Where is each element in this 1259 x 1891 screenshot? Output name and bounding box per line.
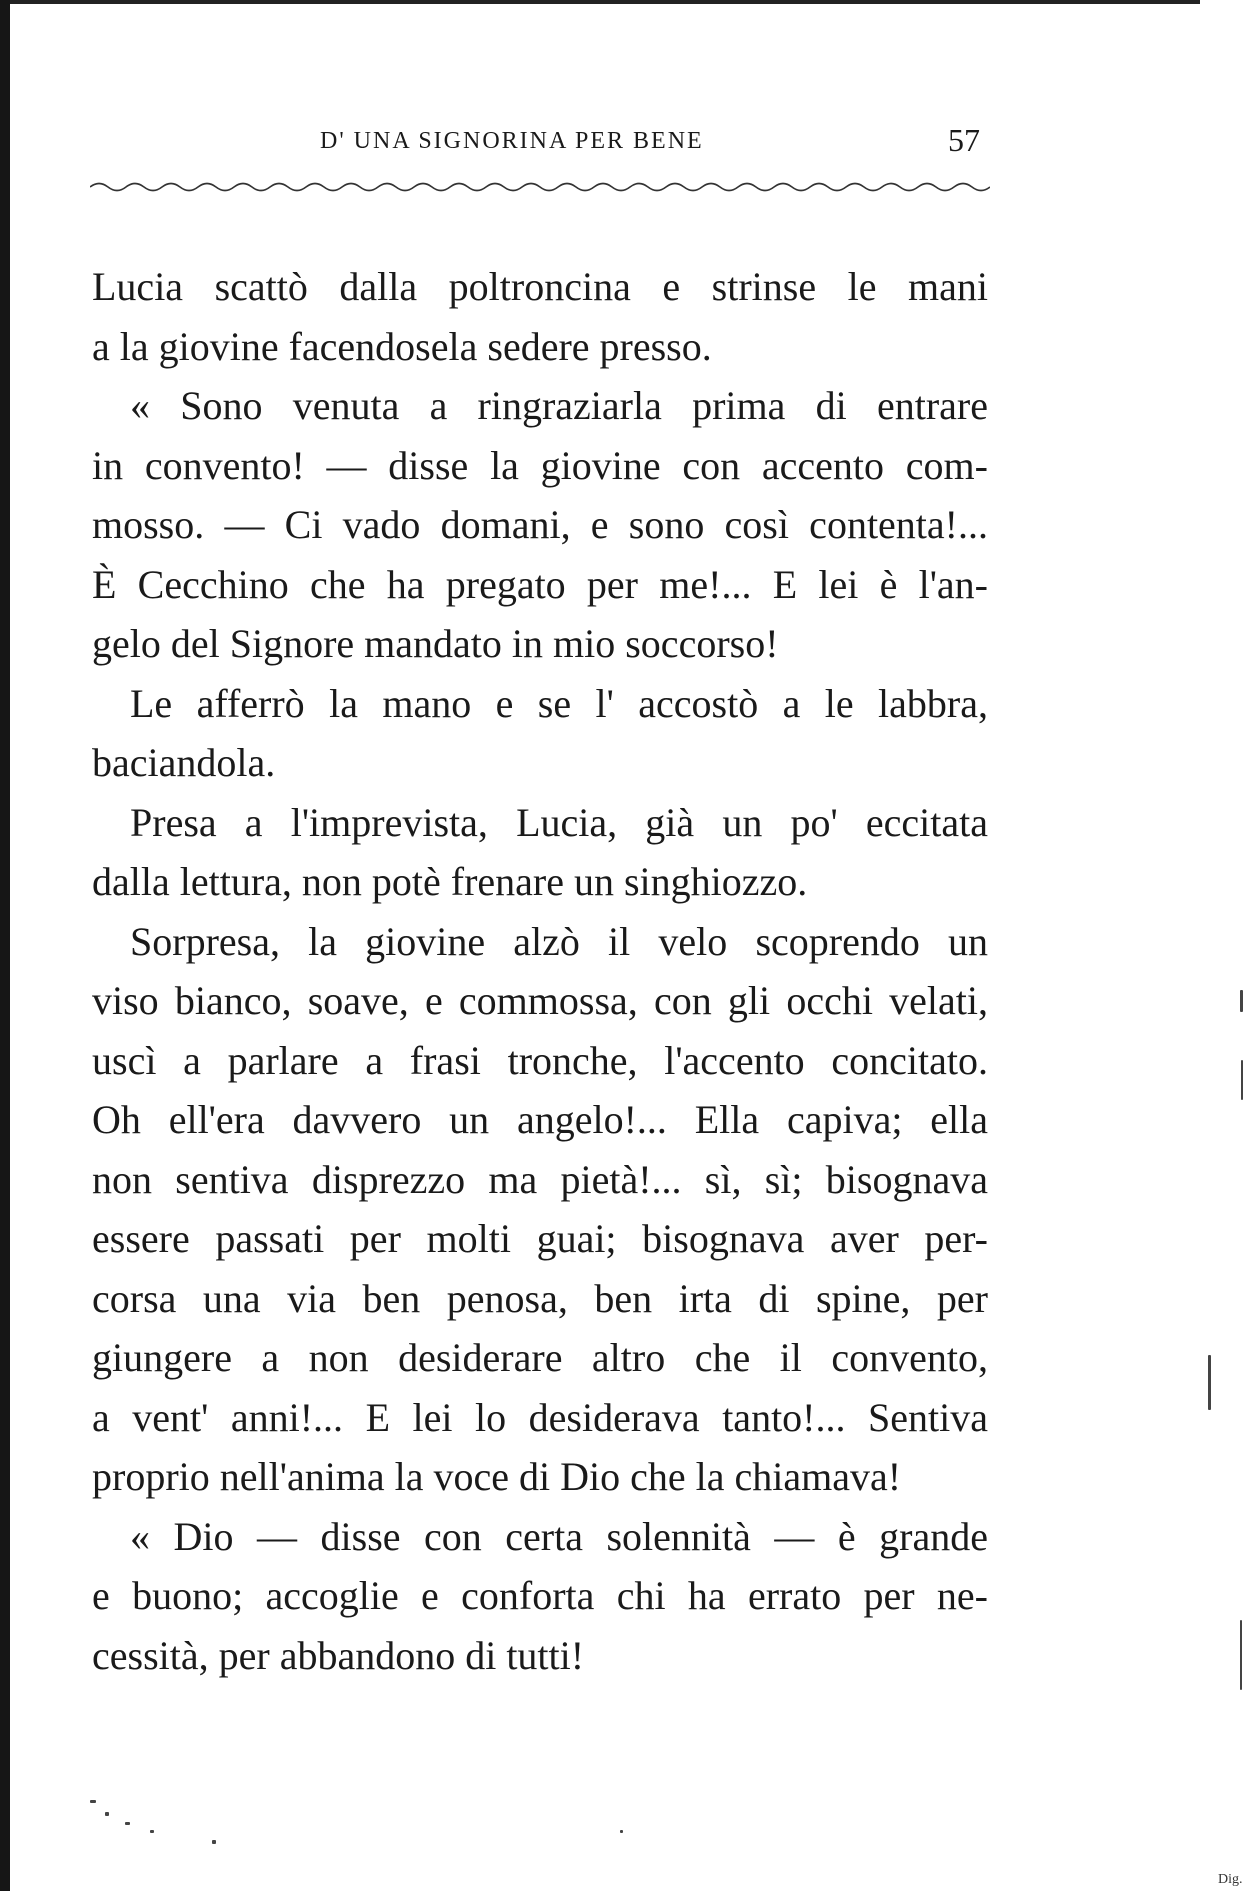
scan-speck bbox=[620, 1830, 623, 1833]
text-line: « Dio — disse con certa solennità — è grande bbox=[130, 1513, 988, 1559]
scan-speck bbox=[1240, 990, 1243, 1012]
scan-speck bbox=[125, 1822, 130, 1825]
body-text bbox=[92, 257, 988, 1685]
text-line: baciandola. bbox=[92, 740, 276, 785]
text-line: non sentiva disprezzo ma pietà!... sì, sì; bisognava bbox=[92, 1156, 988, 1202]
scan-speck bbox=[1241, 1060, 1243, 1100]
corner-mark: Dig. bbox=[1218, 1872, 1243, 1887]
top-border-rule bbox=[0, 0, 1200, 4]
scan-speck bbox=[105, 1812, 109, 1816]
text-line: gelo del Signore mandato in mio soccorso! bbox=[92, 621, 779, 666]
text-line: e buono; accoglie e conforta chi ha errato per ne- bbox=[92, 1573, 988, 1618]
text-line: Sorpresa, la giovine alzò il velo scoprendo un bbox=[130, 918, 988, 964]
text-line: Presa a l'imprevista, Lucia, già un po' eccitata bbox=[130, 799, 988, 845]
scan-speck bbox=[1240, 1620, 1242, 1690]
text-line: giungere a non desiderare altro che il convento, bbox=[92, 1335, 988, 1380]
text-line: Lucia scattò dalla poltroncina e strinse le mani bbox=[92, 264, 988, 309]
text-line: « Sono venuta a ringraziarla prima di entrare bbox=[130, 383, 988, 428]
text-line: cessità, per abbandono di tutti! bbox=[92, 1632, 585, 1678]
scan-speck bbox=[90, 1800, 96, 1803]
scan-speck bbox=[150, 1830, 154, 1833]
page-binding-edge bbox=[0, 0, 10, 1891]
text-line: dalla lettura, non potè frenare un singhiozzo. bbox=[92, 859, 808, 904]
scan-speck bbox=[212, 1840, 216, 1844]
text-line: proprio nell'anima la voce di Dio che la chiamava! bbox=[92, 1454, 902, 1499]
text-line: in convento! — disse la giovine con accento com- bbox=[92, 442, 988, 488]
text-line: a la giovine facendosela sedere presso. bbox=[92, 323, 712, 369]
text-line: mosso. — Ci vado domani, e sono così contenta!... bbox=[92, 502, 988, 547]
scan-speck bbox=[1208, 1355, 1211, 1410]
text-line: uscì a parlare a frasi tronche, l'accento concitato. bbox=[92, 1037, 988, 1083]
running-title: D' UNA SIGNORINA PER BENE bbox=[320, 128, 704, 154]
decorative-wavy-rule bbox=[90, 178, 990, 196]
text-line: essere passati per molti guai; bisognava aver per- bbox=[92, 1216, 988, 1261]
text-line: Oh ell'era davvero un angelo!... Ella capiva; ella bbox=[92, 1097, 988, 1142]
text-line: a vent' anni!... E lei lo desiderava tanto!... Sentiva bbox=[92, 1394, 988, 1440]
text-line: viso bianco, soave, e commossa, con gli occhi velati, bbox=[92, 978, 988, 1023]
text-line: Le afferrò la mano e se l' accostò a le labbra, bbox=[130, 680, 988, 726]
page-number: 57 bbox=[948, 122, 980, 158]
text-line: È Cecchino che ha pregato per me!... E lei è l'an- bbox=[92, 561, 988, 607]
text-line: corsa una via ben penosa, ben irta di spine, per bbox=[92, 1275, 988, 1321]
